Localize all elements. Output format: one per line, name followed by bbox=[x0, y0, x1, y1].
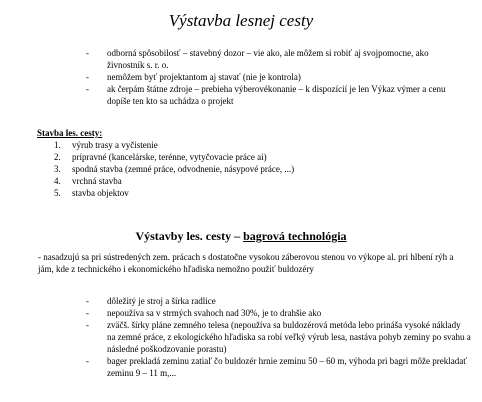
list-number: 5. bbox=[54, 188, 61, 198]
list-item bbox=[54, 187, 434, 199]
list-number: 1. bbox=[54, 140, 61, 150]
list-item: - bager prekladá zeminu zatiaľ čo buldozér hrnie zeminu 50 – 60 m, výhoda pri bagri môže prekladať zeminu 9 – 11 m,... bbox=[86, 355, 471, 379]
list-item bbox=[54, 175, 434, 187]
list-item: - nepoužíva sa v strmých svahoch nad 30%, je to drahšie ako bbox=[86, 307, 471, 319]
section-heading-stavba: Stavba les. cesty: bbox=[37, 128, 103, 138]
list-number: 4. bbox=[54, 176, 61, 186]
list-item-text: prípravné (kancelárske, terénne, vytyčovacie práce ai) bbox=[72, 152, 267, 162]
list-item-text: výrub trasy a vyčistenie bbox=[72, 140, 158, 150]
stavba-steps-list bbox=[54, 139, 434, 199]
bagrova-bullet-list bbox=[86, 295, 471, 379]
intro-bullet-list bbox=[86, 47, 456, 107]
heading-underlined-text: bagrová technológia bbox=[243, 229, 347, 243]
list-item bbox=[54, 151, 434, 163]
list-item-text: stavba objektov bbox=[72, 188, 129, 198]
section-heading-bagrova bbox=[0, 228, 482, 244]
heading-text: Výstavby les. cesty – bbox=[135, 229, 244, 243]
list-item: - nemôžem byť projektantom aj stavať (nie je kontrola) bbox=[86, 71, 456, 83]
list-item: - zväčš. šírky pláne zemného telesa (nepoužíva sa buldozérová metóda lebo prináša vysoké náklady na zemné práce, z ekologického hľadiska sa robí veľký výrub lesa, nastáva pohyb zeminy po svahu a následné poškodzovanie porastu) bbox=[86, 319, 471, 355]
list-item: - dôležitý je stroj a šírka radlice bbox=[86, 295, 471, 307]
list-number: 3. bbox=[54, 164, 61, 174]
list-number: 2. bbox=[54, 152, 61, 162]
list-item-text: vrchná stavba bbox=[72, 176, 122, 186]
list-item bbox=[54, 139, 434, 151]
page-title: Výstavba lesnej cesty bbox=[168, 11, 314, 30]
list-item bbox=[54, 163, 434, 175]
list-item: - odborná spôsobilosť – stavebný dozor – vie ako, ale môžem si robiť aj svojpomocne, ako živnostník s. r. o. bbox=[86, 47, 456, 71]
list-item: - ak čerpám štátne zdroje – prebieha výberovékonanie – k dispozícií je len Výkaz výmer a cenu dopíše ten kto sa uchádza o projekt bbox=[86, 83, 456, 107]
list-item-text: spodná stavba (zemné práce, odvodnenie, násypové práce, ...) bbox=[72, 164, 295, 174]
section-paragraph: - nasadzujú sa pri sústredených zem. prácach s dostatočne vysokou záberovou stenou vo výkope al. pri hlbení rýh a jám, kde z technického i ekonomického hľadiska nemožno použiť buldozéry bbox=[38, 252, 454, 274]
